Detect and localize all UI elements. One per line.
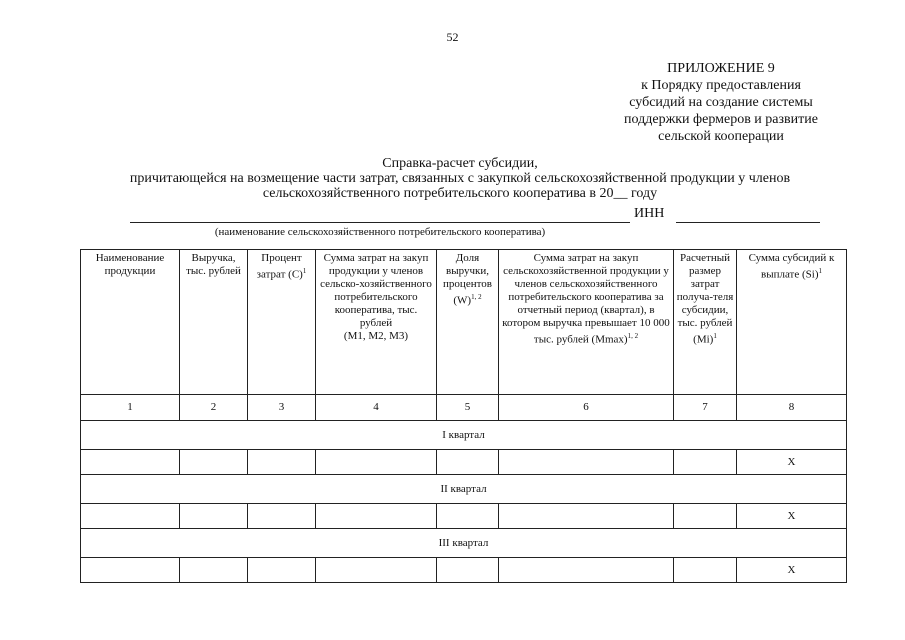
- table-row: [81, 558, 847, 583]
- table-cell[interactable]: [437, 504, 499, 529]
- appendix-header: [591, 60, 851, 145]
- column-number: 2: [180, 395, 248, 421]
- table-cell[interactable]: [499, 504, 674, 529]
- title-line: сельскохозяйственного потребительского кооператива в 20__ году: [262, 186, 658, 201]
- header-cell: Наименование продукции: [81, 250, 180, 395]
- table-cell[interactable]: [81, 450, 180, 475]
- table-cell[interactable]: [674, 450, 737, 475]
- table-cell[interactable]: [248, 558, 316, 583]
- page-number: 52: [446, 30, 459, 44]
- table-cell[interactable]: [316, 450, 437, 475]
- table-cell[interactable]: [81, 504, 180, 529]
- quarter-row: [81, 475, 847, 504]
- subsidy-mark: Х: [737, 504, 847, 529]
- header-cell: Сумма субсидий к выплате $(Si)^1$: [737, 250, 847, 395]
- header-cell: Процент затрат $(C)^1$: [248, 250, 316, 395]
- header-cell: Доля выручки, процентов $(W)^{1, 2}$: [437, 250, 499, 395]
- column-number: 3: [248, 395, 316, 421]
- table-cell[interactable]: [316, 504, 437, 529]
- title-line: причитающейся на возмещение части затрат, связанных с закупкой сельскохозяйственной продукции у членов: [129, 171, 791, 186]
- column-number: 5: [437, 395, 499, 421]
- quarter-label: II квартал: [81, 475, 847, 504]
- column-number: 7: [674, 395, 737, 421]
- appendix-line: субсидий на создание системы: [629, 95, 813, 110]
- quarter-label: III квартал: [81, 529, 847, 558]
- table-cell[interactable]: [499, 450, 674, 475]
- header-cell: Выручка, тыс. рублей: [180, 250, 248, 395]
- table-cell[interactable]: [437, 450, 499, 475]
- table-row: [81, 504, 847, 529]
- table-cell[interactable]: [180, 450, 248, 475]
- inn-field[interactable]: [676, 206, 820, 223]
- appendix-line: поддержки фермеров и развитие: [624, 112, 818, 127]
- title-line: Справка-расчет субсидии,: [382, 156, 538, 171]
- table-cell[interactable]: [674, 504, 737, 529]
- quarter-row: [81, 421, 847, 450]
- appendix-title: ПРИЛОЖЕНИЕ 9: [667, 61, 775, 76]
- column-number: 6: [499, 395, 674, 421]
- header-cell: Сумма затрат на закуп сельскохозяйственной продукции у членов сельскохозяйственного потребительского кооператива за отчетный период (квартал), в котором выручка превышает 10 000 тыс. рублей $(Mmax)^{1, 2}$: [499, 250, 674, 395]
- table-header-row: [81, 250, 847, 395]
- quarter-row: [81, 529, 847, 558]
- quarter-label: I квартал: [81, 421, 847, 450]
- table-cell[interactable]: [180, 504, 248, 529]
- table-cell[interactable]: [437, 558, 499, 583]
- inn-label: ИНН: [634, 206, 665, 221]
- table-cell[interactable]: [248, 504, 316, 529]
- appendix-line: к Порядку предоставления: [641, 78, 801, 93]
- subsidy-mark: Х: [737, 450, 847, 475]
- column-number: 1: [81, 395, 180, 421]
- table-row: [81, 450, 847, 475]
- table-cell[interactable]: [499, 558, 674, 583]
- appendix-line: сельской кооперации: [658, 129, 784, 144]
- org-name-field[interactable]: [130, 206, 630, 223]
- table-cell[interactable]: [674, 558, 737, 583]
- table-cell[interactable]: [316, 558, 437, 583]
- document-title: [60, 156, 860, 201]
- header-cell: Сумма затрат на закуп продукции у членов сельско-хозяйственного потребительского кооператива, тыс. рублей (M1, M2, M3): [316, 250, 437, 395]
- header-cell: Расчетный размер затрат получа-теля субсидии, тыс. рублей $(Mi)^1$: [674, 250, 737, 395]
- table-cell[interactable]: [81, 558, 180, 583]
- column-number: 4: [316, 395, 437, 421]
- org-name-caption: (наименование сельскохозяйственного потребительского кооператива): [214, 226, 546, 238]
- column-number-row: [81, 395, 847, 421]
- column-number: 8: [737, 395, 847, 421]
- table-cell[interactable]: [180, 558, 248, 583]
- subsidy-mark: Х: [737, 558, 847, 583]
- subsidy-table: [80, 249, 847, 583]
- table-cell[interactable]: [248, 450, 316, 475]
